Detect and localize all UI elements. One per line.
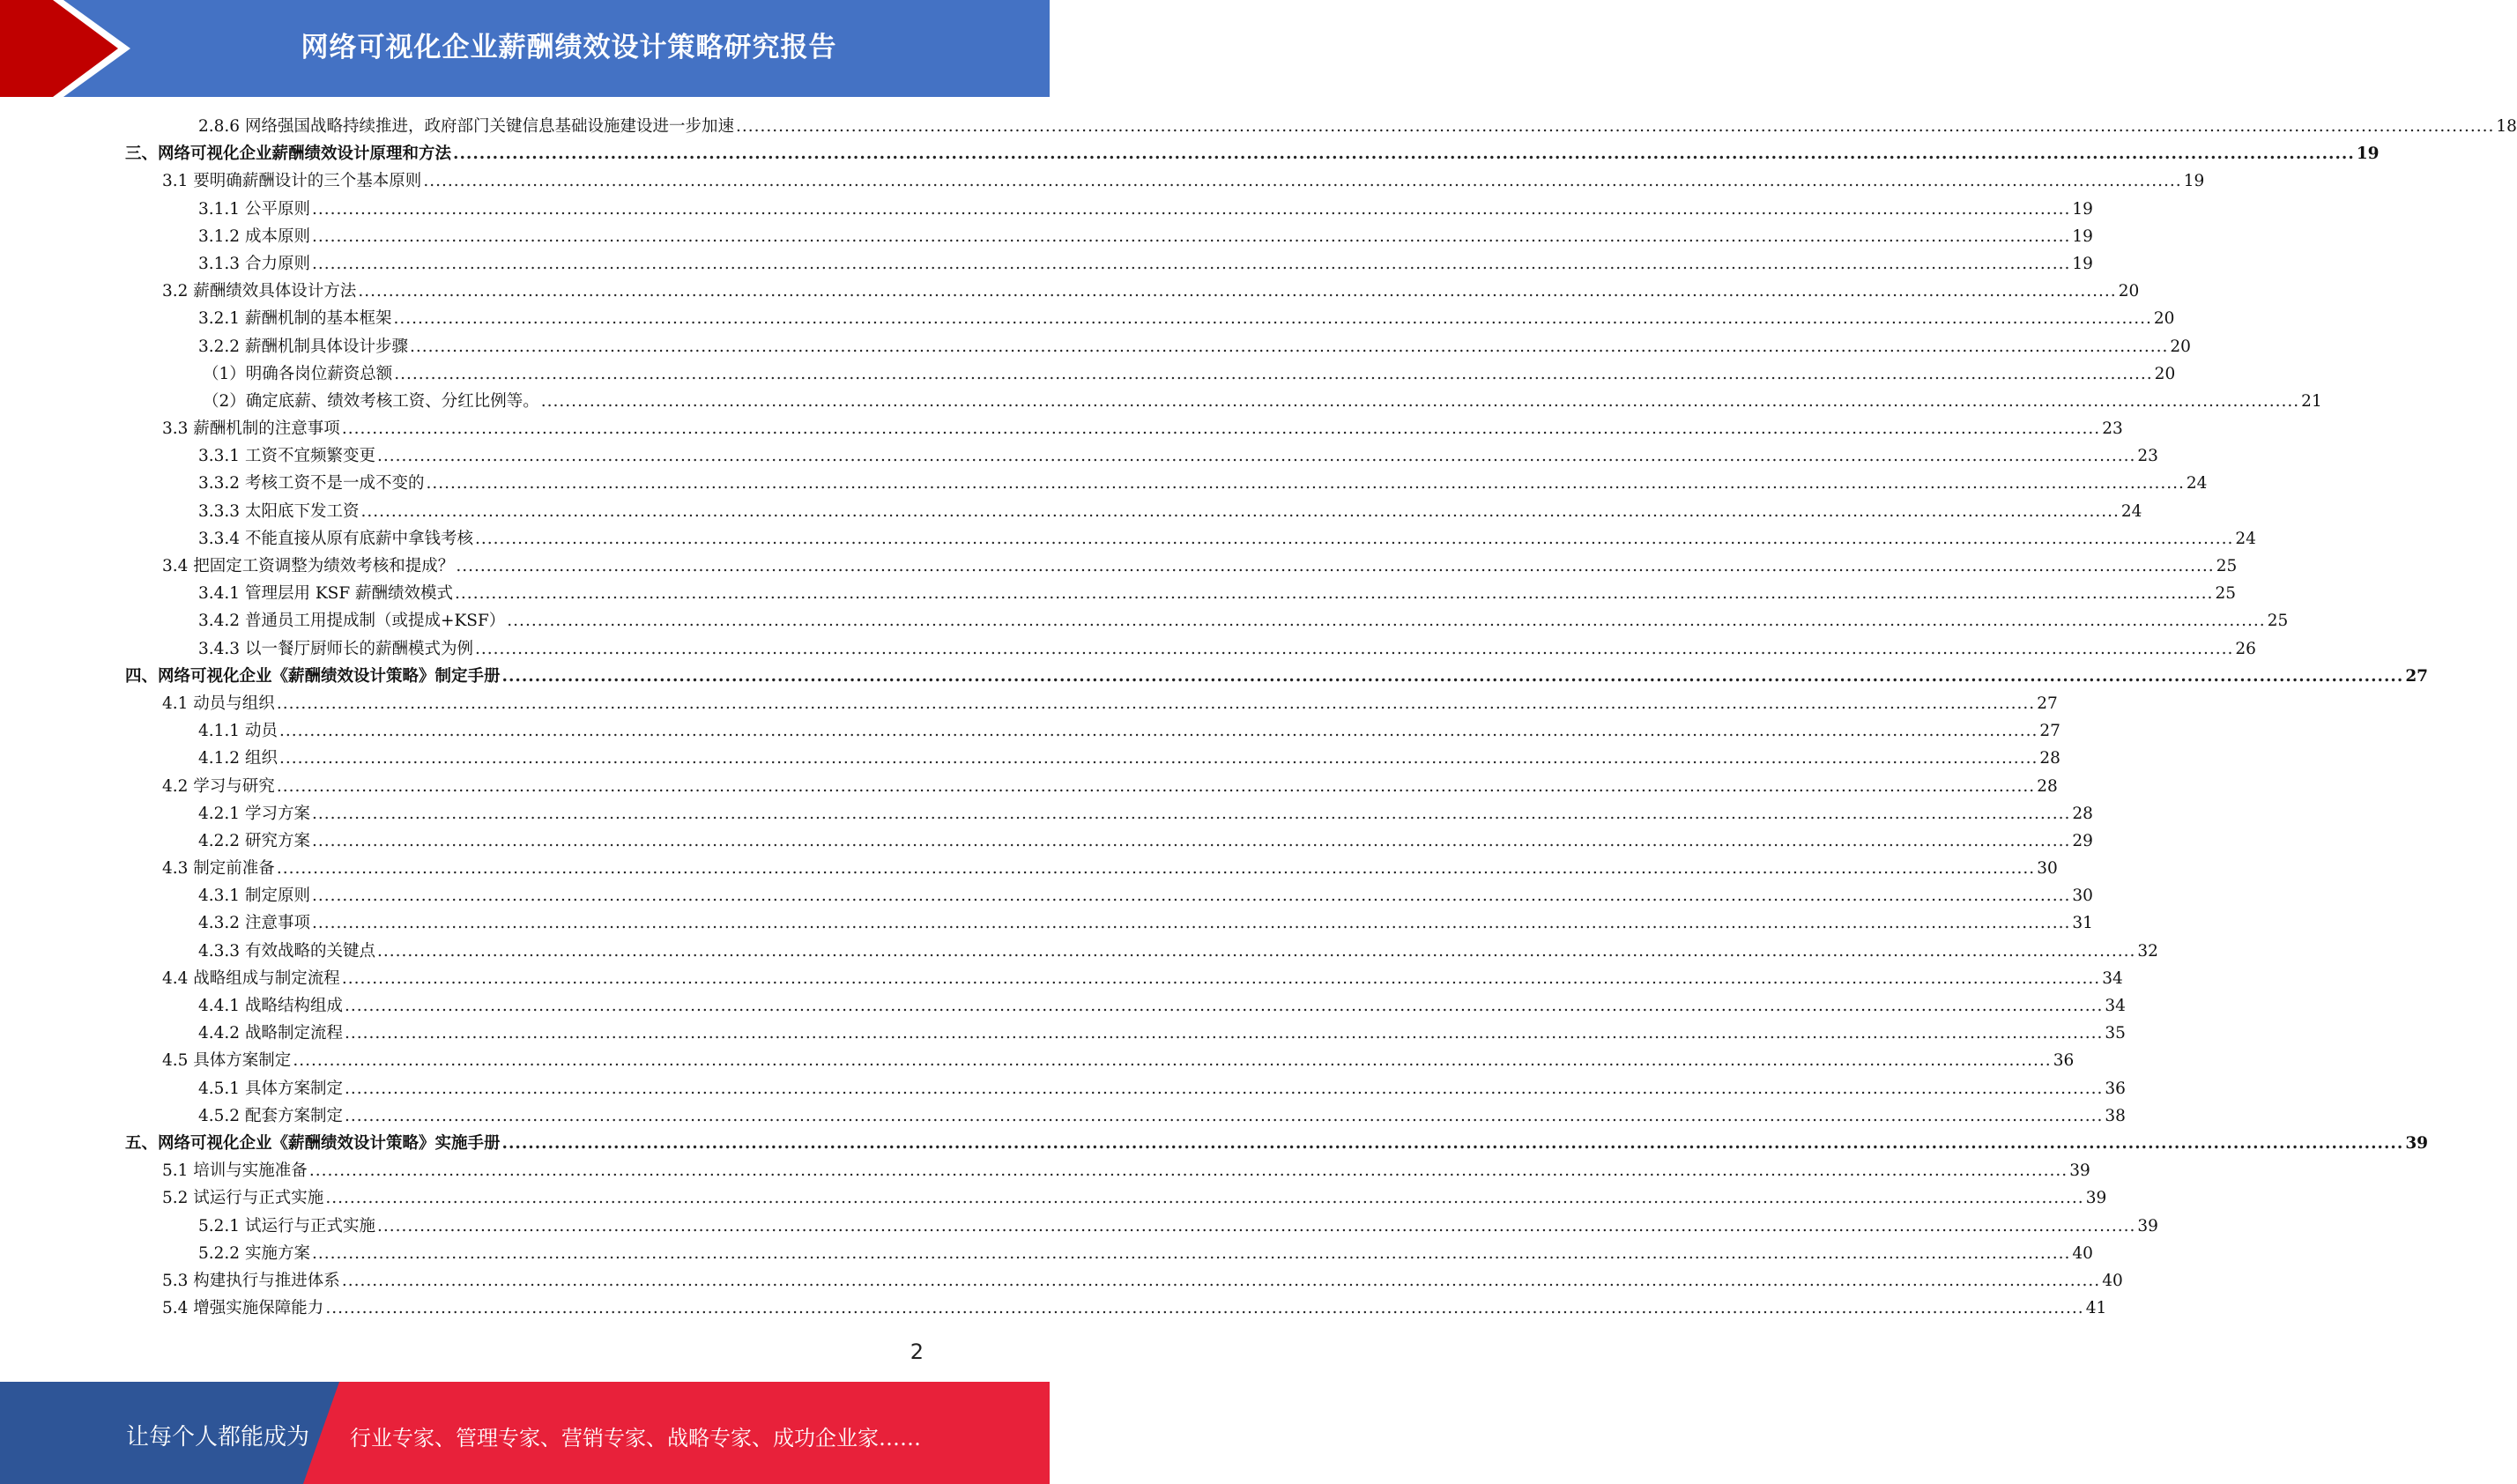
toc-entry[interactable] [0,855,2058,882]
toc-entry-page: 32 [2137,941,2158,961]
toc-leader-dots [541,388,2299,415]
toc-entry-page: 27 [2037,694,2058,713]
toc-leader-dots [345,992,2103,1020]
toc-entry-page: 41 [2085,1299,2107,1318]
toc-entry-page: 20 [2153,309,2175,329]
toc-entry-page: 27 [2405,666,2429,686]
toc-entry[interactable] [0,333,2191,360]
toc-entry[interactable] [0,167,2205,195]
toc-entry-page: 19 [2356,145,2380,164]
toc-leader-dots [312,909,2070,937]
toc-entry[interactable] [0,415,2123,442]
toc-entry[interactable] [0,909,2093,937]
toc-entry[interactable] [0,1047,2075,1074]
toc-entry-page: 27 [2039,722,2060,741]
toc-entry-page: 24 [2235,529,2256,548]
toc-leader-dots [377,442,2135,470]
toc-entry[interactable] [0,470,2208,497]
toc-leader-dots [426,470,2184,497]
toc-leader-dots [325,1184,2083,1212]
toc-entry-page: 35 [2105,1024,2126,1043]
toc-leader-dots [312,223,2070,250]
toc-entry[interactable] [0,278,2140,305]
toc-entry-title: 3.4.2 普通员工用提成制（或提成+KSF） [198,612,506,631]
toc-entry-title: 3.4 把固定工资调整为绩效考核和提成？ [162,557,455,575]
toc-entry-title: 4.4.1 战略结构组成 [198,997,343,1015]
toc-leader-dots [410,333,2168,360]
toc-leader-dots [277,690,2035,717]
toc-leader-dots [342,965,2100,992]
toc-entry[interactable] [0,553,2238,580]
toc-entry[interactable] [0,690,2058,717]
toc-entry[interactable] [0,140,2380,167]
toc-entry-page: 25 [2215,584,2236,604]
table-of-contents [0,113,2517,1322]
toc-entry-title: 4.3.3 有效战略的关键点 [198,941,375,961]
toc-entry[interactable] [0,1102,2126,1130]
toc-entry-title: 2.8.6 网络强国战略持续推进，政府部门关键信息基础设施建设进一步加速 [198,117,734,136]
toc-entry-page: 19 [2072,199,2093,219]
toc-entry-page: 26 [2235,639,2256,658]
toc-leader-dots [455,580,2213,607]
toc-entry-title: 5.3 构建执行与推进体系 [162,1271,340,1290]
toc-entry[interactable] [0,525,2256,553]
toc-entry-page: 34 [2105,997,2126,1015]
toc-leader-dots [312,1240,2070,1267]
toc-entry-title: 3.3.4 不能直接从原有底薪中拿钱考核 [198,529,473,548]
toc-leader-dots [279,717,2038,745]
toc-entry[interactable] [0,1267,2123,1295]
toc-entry-title: 3.4.1 管理层用 KSF 薪酬绩效模式 [198,584,454,604]
toc-entry-title: 4.4.2 战略制定流程 [198,1024,343,1043]
toc-leader-dots [312,827,2070,855]
toc-entry-title: 4.1.2 组织 [198,749,278,768]
toc-entry-page: 28 [2039,749,2060,768]
toc-entry-title: 4.5.2 配套方案制定 [198,1106,343,1125]
toc-entry[interactable] [0,965,2123,992]
toc-entry-page: 36 [2053,1051,2075,1071]
toc-entry-title: （2）确定底薪、绩效考核工资、分红比例等。 [203,391,539,411]
toc-entry-page: 24 [2186,474,2208,493]
toc-entry-title: 3.2.1 薪酬机制的基本框架 [198,309,392,329]
toc-leader-dots [312,800,2070,827]
toc-entry-page: 21 [2301,391,2322,411]
toc-leader-dots [377,1213,2135,1240]
toc-entry-page: 39 [2069,1161,2090,1181]
toc-entry-title: 3.1.3 合力原则 [198,254,310,273]
toc-entry-title: 3.3.1 工资不宜频繁变更 [198,447,375,466]
toc-entry-title: 4.2 学习与研究 [162,776,275,796]
toc-entry[interactable] [0,663,2429,690]
toc-leader-dots [475,525,2233,553]
toc-entry[interactable] [0,882,2093,909]
report-header [0,0,1050,97]
toc-leader-dots [502,1130,2404,1157]
toc-entry-title: 3.1 要明确薪酬设计的三个基本原则 [162,172,422,191]
toc-entry-page: 18 [2496,117,2517,136]
toc-entry[interactable] [0,1213,2158,1240]
toc-entry-title: 3.4.3 以一餐厅厨师长的薪酬模式为例 [198,639,473,658]
toc-leader-dots [345,1102,2103,1130]
toc-entry[interactable] [0,223,2093,250]
toc-entry-page: 28 [2037,776,2058,796]
toc-leader-dots [475,635,2233,663]
toc-entry-title: 5.2.1 试运行与正式实施 [198,1216,375,1235]
toc-entry-page: 31 [2072,914,2093,933]
footer-slogan-right: 行业专家、管理专家、营销专家、战略专家、成功企业家…… [350,1426,921,1451]
toc-entry-title: 3.2 薪酬绩效具体设计方法 [162,282,357,301]
toc-entry-page: 39 [2137,1216,2158,1235]
toc-entry-title: 3.3.2 考核工资不是一成不变的 [198,474,425,493]
toc-entry-title: 5.2.2 实施方案 [198,1243,310,1263]
toc-entry-title: 4.1.1 动员 [198,722,278,741]
toc-entry-page: 19 [2183,172,2205,191]
toc-entry[interactable] [0,717,2060,745]
toc-entry[interactable] [0,827,2093,855]
toc-entry-page: 39 [2405,1133,2429,1153]
toc-leader-dots [502,663,2404,690]
toc-entry[interactable] [0,1157,2090,1184]
toc-entry-title: 4.3.2 注意事项 [198,914,310,933]
toc-entry[interactable] [0,1130,2429,1157]
toc-entry[interactable] [0,360,2176,388]
toc-entry[interactable] [0,305,2175,332]
toc-entry-page: 20 [2118,282,2140,301]
toc-entry[interactable] [0,1184,2107,1212]
toc-entry-page: 40 [2102,1271,2123,1290]
toc-entry[interactable] [0,1075,2126,1102]
toc-entry-title: 三、网络可视化企业薪酬绩效设计原理和方法 [125,145,452,164]
toc-entry-page: 23 [2137,447,2158,466]
toc-leader-dots [293,1047,2051,1074]
page-number: 2 [910,1339,924,1364]
toc-entry-page: 36 [2105,1079,2126,1098]
toc-leader-dots [312,196,2070,223]
toc-leader-dots [342,1267,2100,1295]
toc-entry-title: 3.1.1 公平原则 [198,199,310,219]
toc-entry-title: 4.4 战略组成与制定流程 [162,968,340,988]
toc-leader-dots [279,745,2038,772]
toc-entry-page: 28 [2072,804,2093,823]
toc-leader-dots [423,167,2181,195]
toc-leader-dots [453,140,2355,167]
toc-leader-dots [277,773,2035,800]
toc-entry-page: 39 [2085,1189,2107,1208]
toc-entry-title: 5.2 试运行与正式实施 [162,1189,324,1208]
toc-entry-title: 5.4 增强实施保障能力 [162,1299,324,1318]
toc-entry-title: 3.3 薪酬机制的注意事项 [162,419,340,439]
toc-entry-title: 5.1 培训与实施准备 [162,1161,308,1181]
report-title: 网络可视化企业薪酬绩效设计策略研究报告 [301,32,837,63]
toc-leader-dots [456,553,2214,580]
toc-entry-page: 25 [2216,557,2238,575]
toc-entry-title: 4.2.2 研究方案 [198,831,310,850]
toc-leader-dots [345,1020,2103,1047]
footer-slogan-left: 让每个人都能成为 [126,1424,310,1451]
toc-entry[interactable] [0,388,2322,415]
toc-entry-page: 38 [2105,1106,2126,1125]
toc-entry-title: 4.5 具体方案制定 [162,1051,292,1071]
toc-entry-page: 19 [2072,254,2093,273]
toc-entry-title: 五、网络可视化企业《薪酬绩效设计策略》实施手册 [125,1133,501,1153]
toc-leader-dots [360,498,2119,525]
toc-entry-title: 4.3 制定前准备 [162,859,275,879]
toc-leader-dots [309,1157,2068,1184]
toc-leader-dots [277,855,2035,882]
toc-entry[interactable] [0,442,2158,470]
toc-entry-title: 4.2.1 学习方案 [198,804,310,823]
toc-leader-dots [377,938,2135,965]
toc-entry-title: （1）明确各岗位薪资总额 [203,364,393,383]
toc-entry-title: 3.1.2 成本原则 [198,226,310,246]
toc-entry[interactable] [0,1240,2093,1267]
toc-entry-page: 19 [2072,226,2093,246]
toc-entry[interactable] [0,635,2256,663]
toc-entry[interactable] [0,1295,2107,1322]
toc-entry-page: 25 [2267,612,2289,631]
toc-entry-title: 4.3.1 制定原则 [198,887,310,906]
toc-entry-page: 23 [2102,419,2123,439]
toc-entry-page: 29 [2072,831,2093,850]
toc-leader-dots [358,278,2116,305]
toc-entry[interactable] [0,800,2093,827]
toc-entry-title: 四、网络可视化企业《薪酬绩效设计策略》制定手册 [125,666,501,686]
toc-entry[interactable] [0,773,2058,800]
toc-entry[interactable] [0,250,2093,278]
toc-entry-page: 30 [2072,887,2093,906]
toc-entry[interactable] [0,498,2142,525]
toc-entry-title: 3.3.3 太阳底下发工资 [198,501,360,521]
toc-entry-page: 20 [2170,337,2191,356]
toc-entry[interactable] [0,1020,2126,1047]
toc-entry[interactable] [0,580,2236,607]
toc-entry[interactable] [0,607,2289,634]
toc-entry-page: 20 [2154,364,2176,383]
toc-entry[interactable] [0,113,2517,140]
toc-entry-title: 4.1 动员与组织 [162,694,275,713]
toc-leader-dots [736,113,2494,140]
toc-entry-page: 40 [2072,1243,2093,1263]
toc-entry-page: 34 [2102,968,2123,988]
toc-entry-page: 30 [2037,859,2058,879]
toc-leader-dots [342,415,2100,442]
toc-leader-dots [393,305,2151,332]
toc-leader-dots [312,882,2070,909]
toc-leader-dots [507,607,2265,634]
toc-leader-dots [394,360,2152,388]
toc-leader-dots [312,250,2070,278]
toc-leader-dots [325,1295,2083,1322]
toc-entry-title: 3.2.2 薪酬机制具体设计步骤 [198,337,408,356]
toc-entry[interactable] [0,745,2060,772]
toc-entry-title: 4.5.1 具体方案制定 [198,1079,343,1098]
toc-leader-dots [345,1075,2103,1102]
toc-entry[interactable] [0,992,2126,1020]
toc-entry[interactable] [0,196,2093,223]
footer-banner [0,1382,1050,1484]
toc-entry[interactable] [0,938,2158,965]
toc-entry-page: 24 [2120,501,2142,521]
